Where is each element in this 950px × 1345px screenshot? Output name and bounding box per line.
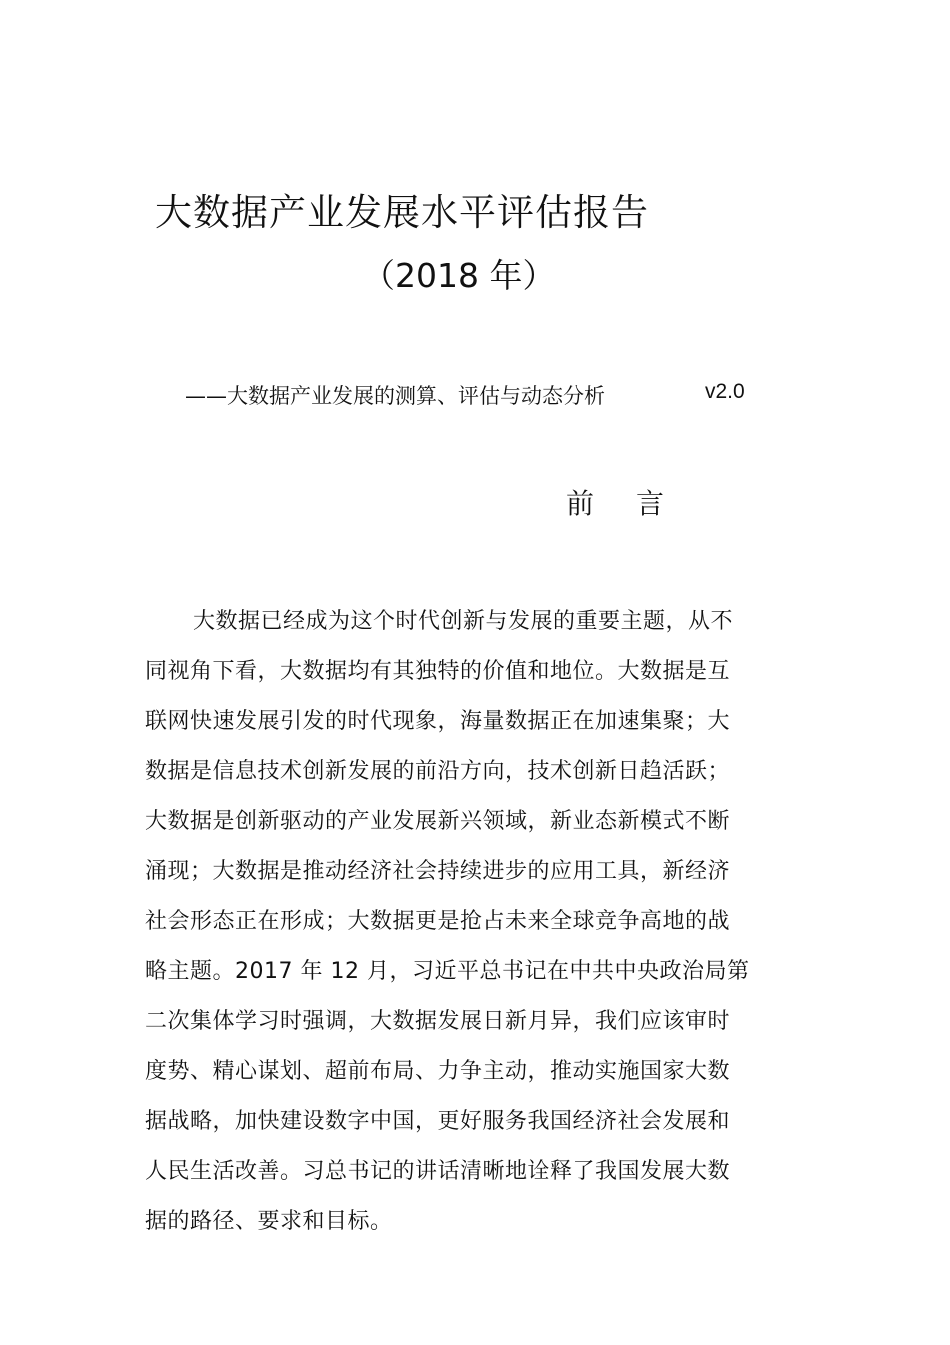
paragraph-line: 大数据是创新驱动的产业发展新兴领域，新业态新模式不断 [145, 809, 731, 834]
document-title: 大数据产业发展水平评估报告 [155, 191, 649, 234]
document-year: （2018 年） [362, 256, 556, 295]
document-subtitle: ——大数据产业发展的测算、评估与动态分析 [185, 384, 605, 408]
version-label: v2.0 [705, 380, 745, 403]
paragraph-line: 同视角下看，大数据均有其独特的价值和地位。大数据是互 [145, 659, 731, 684]
paragraph-line: 涌现；大数据是推动经济社会持续进步的应用工具，新经济 [145, 859, 731, 884]
paragraph-line: 大数据已经成为这个时代创新与发展的重要主题，从不 [193, 609, 734, 634]
paragraph-line: 数据是信息技术创新发展的前沿方向，技术创新日趋活跃； [145, 759, 731, 784]
paragraph-line: 二次集体学习时强调，大数据发展日新月异，我们应该审时 [145, 1009, 731, 1034]
paragraph-line: 度势、精心谋划、超前布局、力争主动，推动实施国家大数 [145, 1059, 731, 1084]
paragraph-line: 社会形态正在形成；大数据更是抢占未来全球竞争高地的战 [145, 909, 731, 934]
paragraph-line: 略主题。2017 年 12 月，习近平总书记在中共中央政治局第 [145, 959, 750, 984]
preface-paragraph [145, 600, 815, 1250]
paragraph-line: 联网快速发展引发的时代现象，海量数据正在加速集聚；大 [145, 709, 731, 734]
section-heading: 前言 [566, 487, 707, 520]
paragraph-line: 据战略，加快建设数字中国，更好服务我国经济社会发展和 [145, 1109, 731, 1134]
paragraph-line: 人民生活改善。习总书记的讲话清晰地诠释了我国发展大数 [145, 1159, 731, 1184]
paragraph-line: 据的路径、要求和目标。 [145, 1209, 393, 1234]
